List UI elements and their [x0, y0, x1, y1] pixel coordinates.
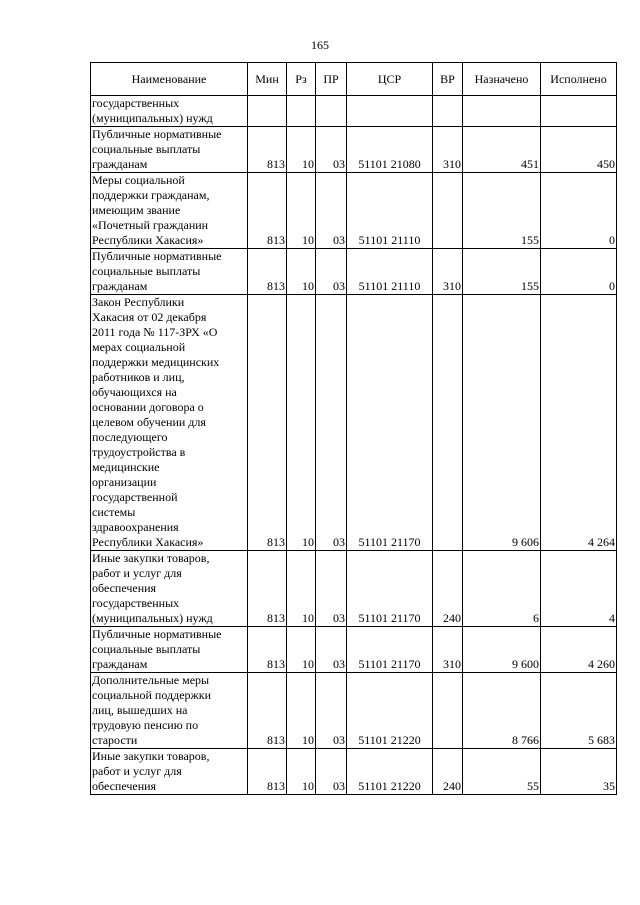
cell-rz: 10: [287, 173, 316, 249]
table-row: [91, 627, 617, 673]
cell-vr: [433, 96, 463, 127]
cell-csr: 51101 21110: [347, 173, 433, 249]
cell-pr: 03: [316, 627, 347, 673]
cell-pr: 03: [316, 551, 347, 627]
cell-pr: 03: [316, 673, 347, 749]
cell-pr: 03: [316, 295, 347, 551]
cell-min: 813: [248, 295, 287, 551]
cell-rz: 10: [287, 749, 316, 795]
cell-pr: 03: [316, 127, 347, 173]
cell-csr: 51101 21170: [347, 295, 433, 551]
cell-assigned: 6: [463, 551, 541, 627]
cell-name: Публичные нормативные социальные выплаты гражданам: [91, 127, 248, 173]
cell-executed: [541, 96, 617, 127]
table-row: [91, 96, 617, 127]
header-csr: ЦСР: [347, 63, 433, 96]
cell-name: государственных (муниципальных) нужд: [91, 96, 248, 127]
cell-pr: 03: [316, 173, 347, 249]
cell-executed: 0: [541, 173, 617, 249]
cell-assigned: 55: [463, 749, 541, 795]
cell-min: 813: [248, 749, 287, 795]
cell-pr: 03: [316, 749, 347, 795]
cell-csr: 51101 21170: [347, 627, 433, 673]
cell-min: 813: [248, 127, 287, 173]
cell-name: Иные закупки товаров, работ и услуг для обеспечения: [91, 749, 248, 795]
cell-assigned: 451: [463, 127, 541, 173]
cell-rz: 10: [287, 295, 316, 551]
table-row: [91, 551, 617, 627]
table-header-row: [91, 63, 617, 96]
cell-name: Закон Республики Хакасия от 02 декабря 2011 года № 117-ЗРХ «О мерах социальной поддержки медицинских работников и лиц, обучающихся на основании договора о целевом обучении для последующего трудоустройства в медицинские организации государственной системы здравоохранения Республики Хакасия»: [91, 295, 248, 551]
cell-csr: 51101 21080: [347, 127, 433, 173]
cell-rz: 10: [287, 127, 316, 173]
header-name: Наименование: [91, 63, 248, 96]
cell-executed: 35: [541, 749, 617, 795]
cell-name: Публичные нормативные социальные выплаты гражданам: [91, 249, 248, 295]
table-row: [91, 673, 617, 749]
cell-vr: [433, 173, 463, 249]
cell-executed: 0: [541, 249, 617, 295]
cell-pr: 03: [316, 249, 347, 295]
cell-min: 813: [248, 673, 287, 749]
cell-executed: 5 683: [541, 673, 617, 749]
cell-pr: [316, 96, 347, 127]
table-row: [91, 173, 617, 249]
cell-rz: 10: [287, 627, 316, 673]
header-rz: Рз: [287, 63, 316, 96]
table-body: [91, 96, 617, 795]
header-pr: ПР: [316, 63, 347, 96]
cell-csr: 51101 21170: [347, 551, 433, 627]
cell-executed: 450: [541, 127, 617, 173]
cell-min: 813: [248, 249, 287, 295]
cell-assigned: 9 606: [463, 295, 541, 551]
cell-rz: [287, 96, 316, 127]
cell-name: Публичные нормативные социальные выплаты гражданам: [91, 627, 248, 673]
cell-min: 813: [248, 173, 287, 249]
cell-name: Иные закупки товаров, работ и услуг для обеспечения государственных (муниципальных) нужд: [91, 551, 248, 627]
cell-assigned: [463, 96, 541, 127]
cell-min: 813: [248, 551, 287, 627]
cell-executed: 4: [541, 551, 617, 627]
cell-csr: 51101 21220: [347, 673, 433, 749]
cell-vr: 240: [433, 749, 463, 795]
table-row: [91, 249, 617, 295]
cell-min: [248, 96, 287, 127]
cell-name: Меры социальной поддержки гражданам, имеющим звание «Почетный гражданин Республики Хакасия»: [91, 173, 248, 249]
page-number: 165: [311, 38, 329, 52]
header-vr: ВР: [433, 63, 463, 96]
cell-vr: 240: [433, 551, 463, 627]
cell-vr: 310: [433, 249, 463, 295]
cell-rz: 10: [287, 673, 316, 749]
cell-assigned: 155: [463, 249, 541, 295]
cell-rz: 10: [287, 551, 316, 627]
table-row: [91, 749, 617, 795]
cell-vr: [433, 295, 463, 551]
cell-executed: 4 264: [541, 295, 617, 551]
cell-assigned: 155: [463, 173, 541, 249]
cell-vr: [433, 673, 463, 749]
budget-table: [90, 62, 617, 795]
table-row: [91, 295, 617, 551]
cell-rz: 10: [287, 249, 316, 295]
cell-name: Дополнительные меры социальной поддержки лиц, вышедших на трудовую пенсию по старости: [91, 673, 248, 749]
header-min: Мин: [248, 63, 287, 96]
cell-min: 813: [248, 627, 287, 673]
header-assigned: Назначено: [463, 63, 541, 96]
header-executed: Исполнено: [541, 63, 617, 96]
cell-vr: 310: [433, 127, 463, 173]
cell-csr: 51101 21110: [347, 249, 433, 295]
cell-csr: [347, 96, 433, 127]
table-row: [91, 127, 617, 173]
cell-assigned: 8 766: [463, 673, 541, 749]
cell-vr: 310: [433, 627, 463, 673]
cell-executed: 4 260: [541, 627, 617, 673]
cell-csr: 51101 21220: [347, 749, 433, 795]
cell-assigned: 9 600: [463, 627, 541, 673]
